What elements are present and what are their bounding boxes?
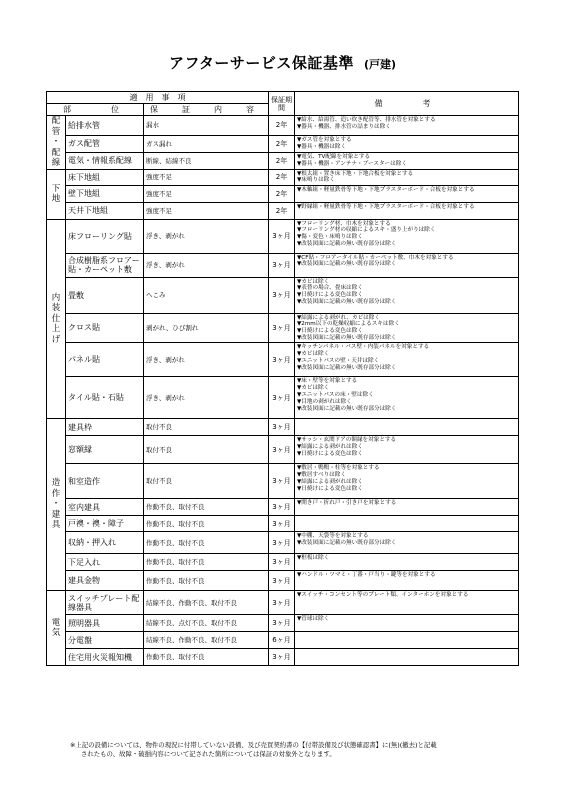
period-cell: 3ヶ月	[269, 464, 295, 499]
remarks-cell	[295, 343, 519, 377]
part-cell: スイッチプレート配線器具	[66, 591, 144, 615]
period-cell: 3ヶ月	[269, 591, 295, 615]
period-cell: 3ヶ月	[269, 436, 295, 464]
content-cell: 作動不良、取付不良	[144, 554, 269, 571]
table-row	[47, 436, 519, 464]
period-cell: 2年	[269, 116, 295, 136]
content-cell: 作動不良、取付不良	[144, 516, 269, 532]
part-cell: 合成樹脂系フロアー貼・カーペット敷	[66, 253, 144, 277]
footnote	[70, 741, 520, 759]
remarks-cell	[295, 116, 519, 136]
table-row	[47, 135, 519, 152]
content-cell: 剥がれ、ひび割れ	[144, 313, 269, 343]
remark-line: ▼結露による剥がれは除く	[297, 478, 363, 485]
content-cell: 作動不良、取付不良	[144, 499, 269, 516]
part-cell: 室内建具	[66, 499, 144, 516]
part-cell: 給排水管	[66, 116, 144, 136]
table-row	[47, 532, 519, 554]
category-label: 内 装 仕 上 げ	[47, 219, 66, 419]
period-cell: 3ヶ月	[269, 277, 295, 313]
table-row	[47, 554, 519, 571]
remarks-cell	[295, 632, 519, 649]
remark-line: ▼改装図面に記載の無い既存部分は除く	[297, 540, 397, 547]
remark-line: ▼床鳴りは除く	[297, 177, 335, 184]
table-row	[47, 377, 519, 419]
remark-line: ▼フローリング材、巾木を対象とする	[297, 220, 391, 227]
remark-line: ▼床・壁等を対象とする	[297, 378, 358, 385]
part-cell: タイル貼・石貼	[66, 377, 144, 419]
remark-line: ▼結露による剥がれは除く	[297, 444, 363, 451]
part-cell: クロス貼	[66, 313, 144, 343]
table-row	[47, 499, 519, 516]
remarks-cell	[295, 554, 519, 571]
page-title: アフターサービス保証基準	[168, 54, 354, 72]
part-cell: 電気・情報系配線	[66, 152, 144, 169]
remark-line: ▼野縁組・軽量鉄骨等下地・下地プラスターボード・合板を対象とする	[297, 203, 475, 210]
remark-line: ▼器具・機器・アンテナ・ブースターは除く	[297, 160, 407, 167]
remark-line: ▼結露による剥がれ、カビは除く	[297, 314, 380, 321]
content-cell: 強度不足	[144, 185, 269, 202]
remark-line: ▼日焼けによる変色は除く	[297, 328, 363, 335]
part-cell: 天井下地組	[66, 202, 144, 219]
page-subtitle: (戸建)	[363, 58, 396, 71]
table-row	[47, 343, 519, 377]
content-cell: 取付不良	[144, 436, 269, 464]
remark-line: ▼ハンドル・ツマミ・丁番・戸当り・鍵等を対象とする	[297, 572, 436, 579]
remark-line: ▼敷居・鴨鴨・柱等を対象とする	[297, 465, 380, 472]
table-row	[47, 253, 519, 277]
remarks-cell	[295, 615, 519, 632]
period-cell: 2年	[269, 169, 295, 185]
content-cell: 浮き、剥がれ	[144, 377, 269, 419]
content-cell: 浮き、剥がれ	[144, 219, 269, 253]
content-cell: 作動不良、取付不良	[144, 532, 269, 554]
remarks-cell	[295, 202, 519, 219]
remarks-cell	[295, 419, 519, 436]
remark-line: ▼ガス管を対象とする	[297, 136, 352, 143]
period-cell: 3ヶ月	[269, 253, 295, 277]
category-label: 造 作 ・ 建 具	[47, 419, 66, 591]
remark-line: ▼傷・変色・床鳴りは除く	[297, 234, 363, 241]
remark-line: ▼フローリング材の収縮によるスキ・盛り上がりは除く	[297, 227, 436, 234]
remark-line: ▼中棚、天袋等を対象とする	[297, 533, 369, 540]
remark-line: ▼カビは除く	[297, 278, 330, 285]
content-cell: 結線不良、作動不良、取付不良	[144, 632, 269, 649]
remark-line: ▼カビは除く	[297, 351, 330, 358]
period-cell: 3ヶ月	[269, 554, 295, 571]
period-cell: 3ヶ月	[269, 499, 295, 516]
remark-line: ▼器具・機器は除く	[297, 143, 347, 150]
period-cell: 3ヶ月	[269, 313, 295, 343]
content-cell: へこみ	[144, 277, 269, 313]
remark-line: ▼敷居すべりは除く	[297, 472, 346, 479]
part-cell: 建具枠	[66, 419, 144, 436]
part-cell: 窓額縁	[66, 436, 144, 464]
remark-line: ▼ユニットバスの床・壁は除く	[297, 391, 374, 398]
remark-line: ▼木軸組・軽量鉄骨等下地・下地プラスターボード・合板を対象とする	[297, 186, 475, 193]
remark-line: ▼ユニットバスの壁・天井は除く	[297, 357, 380, 364]
content-cell: ガス漏れ	[144, 135, 269, 152]
period-cell: 3ヶ月	[269, 343, 295, 377]
table-row	[47, 277, 519, 313]
table-row	[47, 649, 519, 666]
table-row	[47, 152, 519, 169]
part-cell: ガス配管	[66, 135, 144, 152]
table-row	[47, 615, 519, 632]
content-cell: 漏水	[144, 116, 269, 136]
table-row	[47, 591, 519, 615]
content-cell: 取付不良	[144, 419, 269, 436]
period-cell: 2年	[269, 152, 295, 169]
remark-line: ▼スイッチ・コンセント等のプレート類、インターホンを対象とする	[297, 592, 469, 599]
remark-line: ▼日焼けによる変色は除く	[297, 292, 363, 299]
part-cell: 下足入れ	[66, 554, 144, 571]
table-row	[47, 419, 519, 436]
content-cell: 結線不良、作動不良、取付不良	[144, 591, 269, 615]
part-cell: 住宅用火災報知機	[66, 649, 144, 666]
remark-line: ▼サッシ・玄関ドアの額縁を対象とする	[297, 437, 397, 444]
period-cell: 2年	[269, 185, 295, 202]
part-cell: 床下地組	[66, 169, 144, 185]
period-cell: 3ヶ月	[269, 377, 295, 419]
remarks-cell	[295, 169, 519, 185]
remarks-cell	[295, 277, 519, 313]
table-row	[47, 169, 519, 185]
table-row	[47, 632, 519, 649]
remark-line: ▼開き戸・折れ戸・引き戸を対象とする	[297, 500, 397, 507]
remark-line: ▼管球は除く	[297, 616, 330, 623]
table-row	[47, 313, 519, 343]
period-cell: 2年	[269, 135, 295, 152]
period-cell: 3ヶ月	[269, 419, 295, 436]
remark-line: ▼改装図面に記載の無い既存部分は除く	[297, 241, 397, 248]
footnote-line: ※上記の設備については、物件の現況に付帯していない設備、及び売買契約書の【付帯設備及び状態確認書】に(無)(撤去)と記載	[70, 741, 437, 749]
remark-line: ▼框板は除く	[297, 555, 330, 562]
warranty-table	[46, 91, 519, 666]
remark-line: ▼日焼けによる変色は除く	[297, 450, 363, 457]
part-cell: 和室造作	[66, 464, 144, 499]
header-period: 保証期間	[269, 92, 295, 116]
part-cell: 収納・押入れ	[66, 532, 144, 554]
period-cell: 3ヶ月	[269, 532, 295, 554]
remark-line: ▼CF貼・フロアータイル貼・カーペット敷、巾木を対象とする	[297, 254, 454, 261]
remark-line: ▼目地の剥がれは除く	[297, 398, 352, 405]
footnote-line: されたもの、故障・破損内容について記された箇所については保証の対象外となります。	[81, 750, 336, 758]
remarks-cell	[295, 464, 519, 499]
remark-line: ▼給水、給湯管、追い炊き配管等、排水管を対象とする	[297, 117, 436, 123]
remark-line: ▼器具・機器、排水管の詰まりは除く	[297, 123, 391, 130]
content-cell: 断線、結線不良	[144, 152, 269, 169]
category-label: 下 地	[47, 169, 66, 219]
part-cell: パネル貼	[66, 343, 144, 377]
table-row	[47, 185, 519, 202]
remarks-cell	[295, 436, 519, 464]
period-cell: 6ヶ月	[269, 632, 295, 649]
remarks-cell	[295, 253, 519, 277]
table-row	[47, 116, 519, 136]
remarks-cell	[295, 377, 519, 419]
remark-line: ▼日焼けによる変色は除く	[297, 485, 363, 492]
period-cell: 2年	[269, 202, 295, 219]
remarks-cell	[295, 499, 519, 516]
part-cell: 床フローリング貼	[66, 219, 144, 253]
period-cell: 3ヶ月	[269, 649, 295, 666]
category-label: 配 管 ・ 配 線	[47, 116, 66, 170]
table-row	[47, 464, 519, 499]
remark-line: ▼表替の場合、畳床は除く	[297, 285, 363, 292]
part-cell: 分電盤	[66, 632, 144, 649]
header-part: 部 位	[47, 104, 144, 116]
remarks-cell	[295, 649, 519, 666]
remark-line: ▼2mm以下の乾燥収縮によるスキは除く	[297, 321, 400, 328]
remarks-cell	[295, 313, 519, 343]
period-cell: 3ヶ月	[269, 219, 295, 253]
remarks-cell	[295, 152, 519, 169]
table-row	[47, 571, 519, 591]
header-applicable: 適 用 事 項	[47, 92, 269, 104]
content-cell: 強度不足	[144, 202, 269, 219]
content-cell: 浮き、剥がれ	[144, 343, 269, 377]
remarks-cell	[295, 185, 519, 202]
content-cell: 作動不良、取付不良	[144, 571, 269, 591]
remark-line: ▼改装図面に記載の無い既存部分は除く	[297, 299, 397, 306]
remark-line: ▼改装図面に記載の無い既存部分は除く	[297, 335, 397, 342]
remarks-cell	[295, 135, 519, 152]
title-block	[0, 52, 565, 73]
remark-line: ▼カビは除く	[297, 385, 330, 392]
table-row	[47, 202, 519, 219]
content-cell: 取付不良	[144, 464, 269, 499]
part-cell: 壁下地組	[66, 185, 144, 202]
remark-line: ▼電気、TV配線を対象とする	[297, 153, 371, 160]
content-cell: 作動不良、取付不良	[144, 649, 269, 666]
header-remarks: 備 考	[295, 92, 519, 116]
remarks-cell	[295, 516, 519, 532]
remark-line: ▼キッチンパネル・バス壁・内装パネルを対象とする	[297, 344, 430, 351]
remark-line: ▼改装図面に記載の無い既存部分は除く	[297, 364, 397, 371]
content-cell: 結線不良、点灯不良、取付不良	[144, 615, 269, 632]
remark-line: ▼根太組・置き床下地・下地合板を対象とする	[297, 170, 414, 177]
part-cell: 照明器具	[66, 615, 144, 632]
remarks-cell	[295, 571, 519, 591]
period-cell: 3ヶ月	[269, 571, 295, 591]
remarks-cell	[295, 219, 519, 253]
part-cell: 戸襖・襖・障子	[66, 516, 144, 532]
table-body	[47, 116, 519, 666]
remark-line: ▼改装図面に記載の無い既存部分は除く	[297, 261, 397, 268]
content-cell: 強度不足	[144, 169, 269, 185]
remarks-cell	[295, 532, 519, 554]
remarks-cell	[295, 591, 519, 615]
category-label: 電 気	[47, 591, 66, 666]
period-cell: 3ヶ月	[269, 516, 295, 532]
period-cell: 3ヶ月	[269, 615, 295, 632]
part-cell: 畳敷	[66, 277, 144, 313]
header-content: 保 証 内 容	[144, 104, 269, 116]
table-row	[47, 516, 519, 532]
table-row	[47, 219, 519, 253]
content-cell: 浮き、剥がれ	[144, 253, 269, 277]
remark-line: ▼改装図面に記載の無い既存部分は除く	[297, 405, 397, 412]
part-cell: 建具金物	[66, 571, 144, 591]
